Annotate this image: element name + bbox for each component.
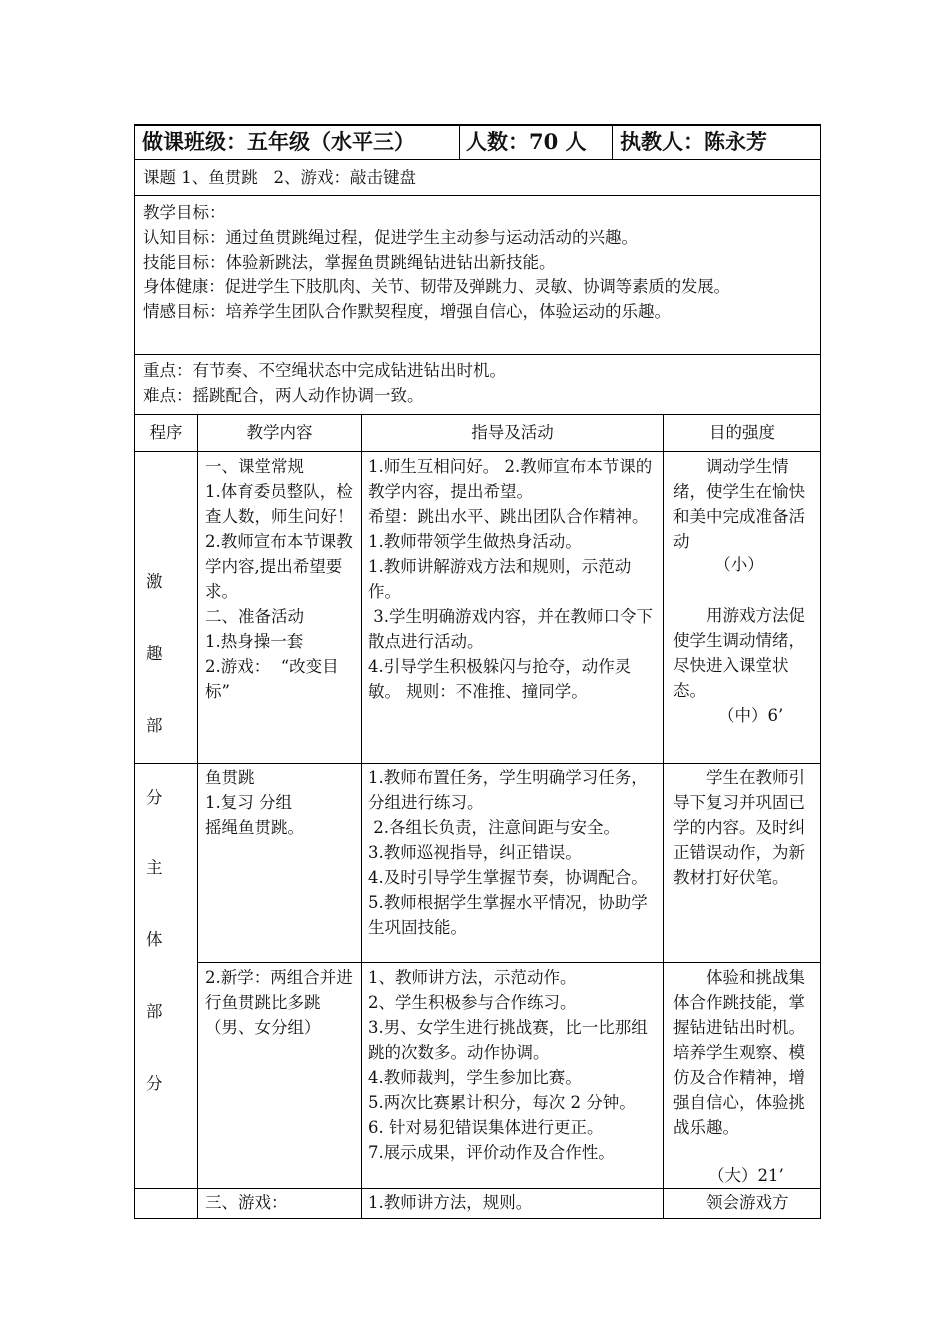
warmup-intensity-2: （中）6’ (718, 706, 784, 725)
difficult-point: 难点：摇跳配合，两人动作协调一致。 (143, 386, 424, 405)
rule (134, 1218, 821, 1219)
main-content-review: 鱼贯跳 1.复习 分组 摇绳鱼贯跳。 (205, 768, 304, 837)
student-count-label: 人数：70 人 (466, 129, 587, 154)
rule (134, 195, 821, 196)
main-content-new: 2.新学：两组合并进行鱼贯跳比多跳 （男、女分组） (205, 968, 353, 1037)
class-label: 做课班级：五年级（水平三） (142, 129, 415, 154)
objective-emotion: 情感目标：培养学生团队合作默契程度，增强自信心，体验运动的乐趣。 (143, 302, 671, 321)
rule (134, 159, 821, 160)
column-header-activity: 指导及活动 (471, 423, 554, 442)
section-label-warmup: 激 趣 部 分 (146, 572, 163, 807)
warmup-content: 一、课堂常规 1.体育委员整队，检查人数，师生问好！ 2.教师宣布本节课教学内容,提出希望要求。 二、准备活动 1.热身操一套 2.游戏： “改变目标” (205, 457, 354, 701)
objective-health: 身体健康：促进学生下肢肌肉、关节、韧带及弹跳力、灵敏、协调等素质的发展。 (143, 277, 730, 296)
main-activity-new: 1、教师讲方法，示范动作。 2、学生积极参与合作练习。 3.男、女学生进行挑战赛，比一比那组跳的次数多。动作协调。 4.教师裁判，学生参加比赛。 5.两次比赛累计积分，每次 2 分钟。 6. 针对易犯错误集体进行更正。 7.展示成果，评价动作及合作性。 (368, 968, 648, 1162)
warmup-purpose-1: 调动学生情绪，使学生在愉快和美中完成准备活动 (673, 457, 805, 551)
rule (197, 414, 198, 1219)
section-label-main: 主 体 部 分 (146, 858, 163, 1093)
game-activity: 1.教师讲方法，规则。 (368, 1193, 533, 1212)
game-content: 三、游戏： (205, 1193, 288, 1212)
key-point: 重点：有节奏、不空绳状态中完成钻进钻出时机。 (143, 361, 506, 380)
rule (134, 354, 821, 355)
main-intensity-new: （大）21’ (708, 1166, 784, 1185)
main-activity-review: 1.教师布置任务，学生明确学习任务，分组进行练习。 2.各组长负责，注意间距与安全。 3.教师巡视指导，纠正错误。 4.及时引导学生掌握节奏，协调配合。 5.教师根据学生掌握水平情况，协助学生巩固技能。 (368, 768, 648, 937)
main-purpose-new: 体验和挑战集体合作跳技能，掌握钻进钻出时机。培养学生观察、模仿及合作精神，增强自信心，体验挑战乐趣。 (673, 968, 805, 1137)
column-header-purpose: 目的强度 (709, 423, 775, 442)
main-purpose-review: 学生在教师引导下复习并巩固已学的内容。及时纠正错误动作，为新教材打好伏笔。 (673, 768, 805, 887)
warmup-activity: 1.师生互相问好。 2.教师宣布本节课的教学内容，提出希望。 希望：跳出水平、跳出团队合作精神。 1.教师带领学生做热身活动。 1.教师讲解游戏方法和规则，示范动作。 3.学生明确游戏内容，并在教师口令下散点进行活动。 4.引导学生积极躲闪与抢夺，动作灵敏。 规则：不准推、撞同学。 (368, 457, 653, 701)
rule (134, 451, 821, 452)
rule (820, 124, 821, 1219)
rule (134, 1188, 821, 1189)
rule (134, 414, 821, 415)
rule (134, 124, 135, 1219)
rule (361, 414, 362, 1219)
rule (197, 962, 821, 963)
column-header-content: 教学内容 (246, 423, 313, 442)
game-purpose: 领会游戏方 (706, 1193, 789, 1212)
warmup-intensity-1: （小） (714, 555, 764, 574)
rule (663, 414, 664, 1219)
lesson-topic: 课题 1、鱼贯跳 2、游戏：敲击键盘 (143, 168, 416, 187)
rule (134, 763, 821, 764)
rule (612, 124, 613, 160)
rule (459, 124, 460, 160)
warmup-purpose-2: 用游戏方法促使学生调动情绪，尽快进入课堂状态。 (673, 606, 805, 700)
column-header-procedure: 程序 (149, 423, 183, 442)
objective-skill: 技能目标：体验新跳法，掌握鱼贯跳绳钻进钻出新技能。 (143, 253, 556, 272)
teacher-label: 执教人：陈永芳 (620, 129, 767, 154)
objective-cognitive: 认知目标：通过鱼贯跳绳过程，促进学生主动参与运动活动的兴趣。 (143, 228, 638, 247)
objectives-heading: 教学目标： (143, 203, 226, 222)
